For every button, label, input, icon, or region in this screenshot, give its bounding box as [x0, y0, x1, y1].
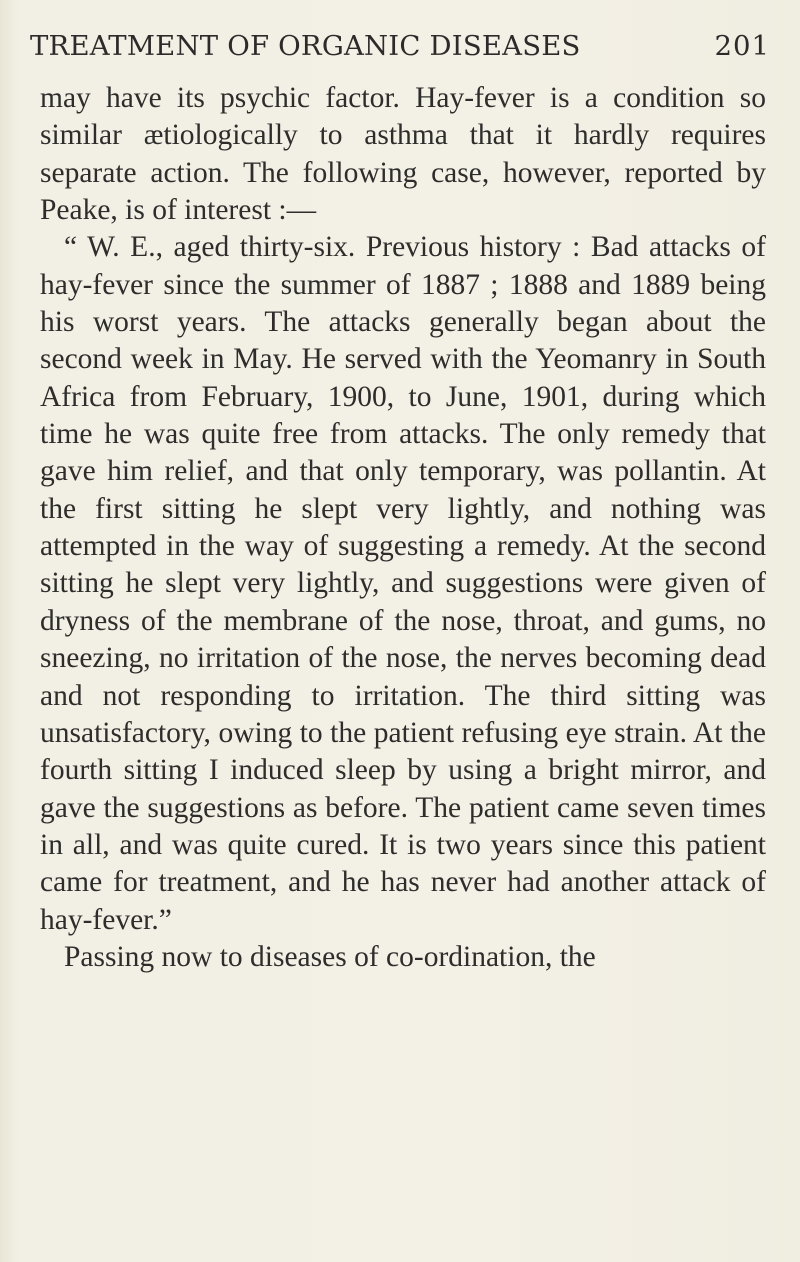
paragraph-intro: may have its psychic factor. Hay-fever is a condition so similar ætiologically to asthma that it hardly requires separate action. The following case, however, reported by Peake, is of interest :— — [40, 82, 766, 227]
page-number: 201 — [714, 30, 770, 62]
page-header — [30, 30, 770, 62]
paragraph-case-report: “ W. E., aged thirty-six. Previous history : Bad attacks of hay-fever since the summer of 1887 ; 1888 and 1889 being his worst years. The attacks generally began about the second week in May. He served with the Yeomanry in South Africa from February, 1900, to June, 1901, during which time he was quite free from attacks. The only remedy that gave him relief, and that only temporary, was pollantin. At the first sitting he slept very lightly, and nothing was attempted in the way of suggesting a remedy. At the second sitting he slept very lightly, and suggestions were given of dryness of the membrane of the nose, throat, and gums, no sneezing, no irritation of the nose, the nerves becoming dead and not responding to irritation. The third sitting was unsatisfactory, owing to the patient refusing eye strain. At the fourth sitting I induced sleep by using a bright mirror, and gave the suggestions as before. The patient came seven times in all, and was quite cured. It is two years since this patient came for treatment, and he has never had another attack of hay-fever.” — [40, 231, 766, 936]
paragraph-continuation: Passing now to diseases of co-ordination, the — [64, 940, 596, 973]
running-title: TREATMENT OF ORGANIC DISEASES — [30, 30, 581, 62]
body-text — [40, 80, 766, 976]
